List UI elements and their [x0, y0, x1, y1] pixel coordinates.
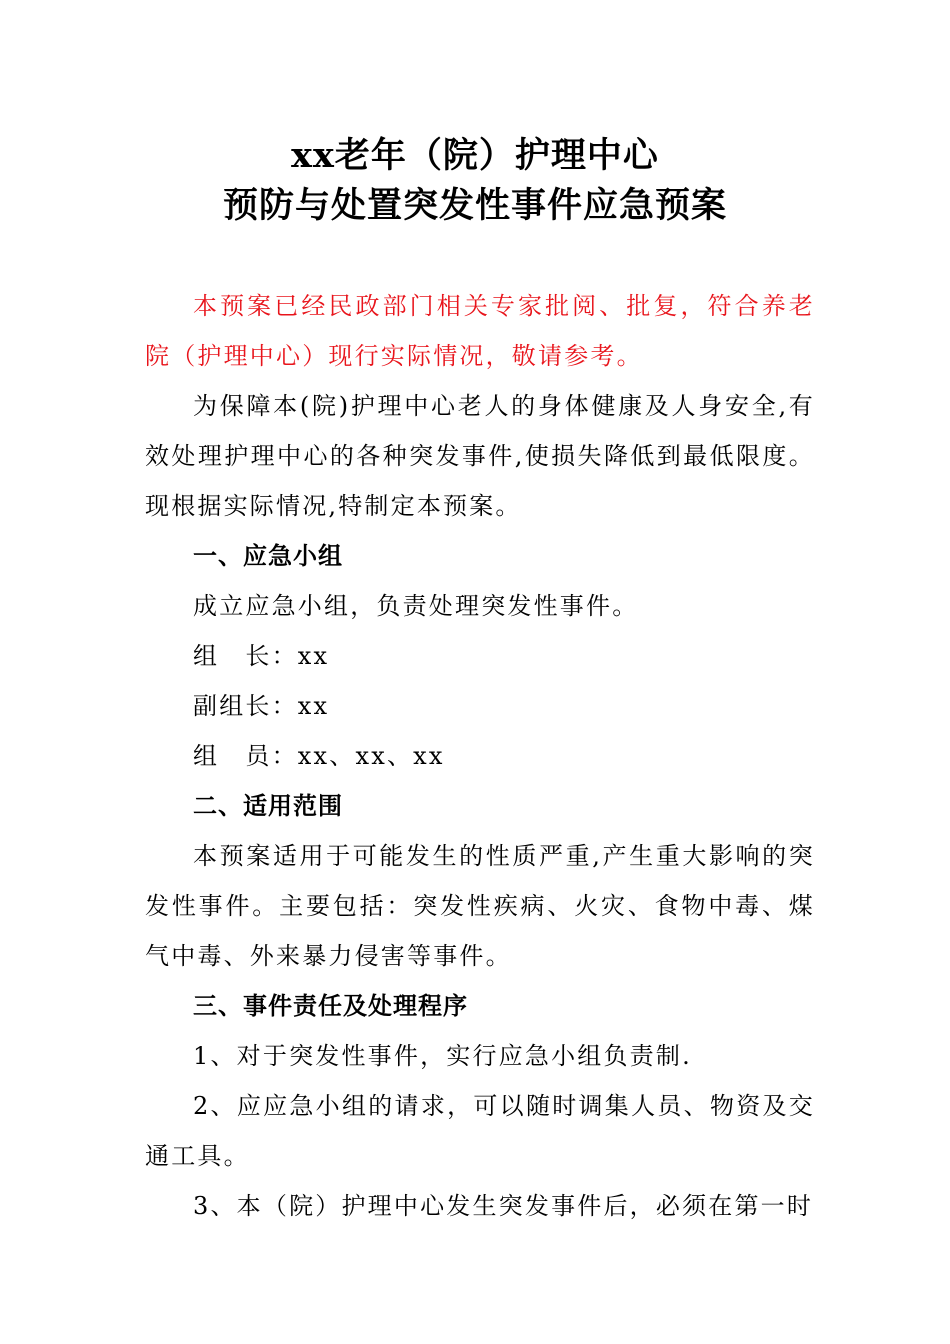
procedure-item-2: 2、应应急小组的请求，可以随时调集人员、物资及交通工具。	[145, 1092, 815, 1170]
procedure-item-1: 1、对于突发性事件，实行应急小组负责制.	[193, 1042, 692, 1070]
document-title-line2: 预防与处置突发性事件应急预案	[222, 185, 727, 226]
reference-note: 本预案已经民政部门相关专家批阅、批复，符合养老院（护理中心）现行实际情况，敬请参考。	[145, 292, 815, 370]
team-leader-line: 组 长：xx	[193, 642, 330, 670]
section-heading-emergency-team: 一、应急小组	[193, 541, 343, 570]
emergency-team-description: 成立应急小组，负责处理突发性事件。	[193, 592, 639, 620]
document-title-line1: xx老年（院）护理中心	[291, 135, 659, 176]
document-body	[145, 281, 815, 1231]
scope-paragraph: 本预案适用于可能发生的性质严重,产生重大影响的突发性事件。主要包括：突发性疾病、火灾、食物中毒、煤气中毒、外来暴力侵害等事件。	[145, 842, 815, 970]
procedure-item-3: 3、本（院）护理中心发生突发事件后，必须在第一时	[193, 1192, 814, 1220]
team-members-line: 组 员：xx、xx、xx	[193, 742, 445, 770]
section-heading-scope: 二、适用范围	[193, 791, 343, 820]
deputy-leader-line: 副组长：xx	[193, 692, 330, 720]
intro-paragraph: 为保障本(院)护理中心老人的身体健康及人身安全,有效处理护理中心的各种突发事件,使损失降低到最低限度。现根据实际情况,特制定本预案。	[145, 392, 815, 520]
section-heading-procedure: 三、事件责任及处理程序	[193, 991, 468, 1020]
